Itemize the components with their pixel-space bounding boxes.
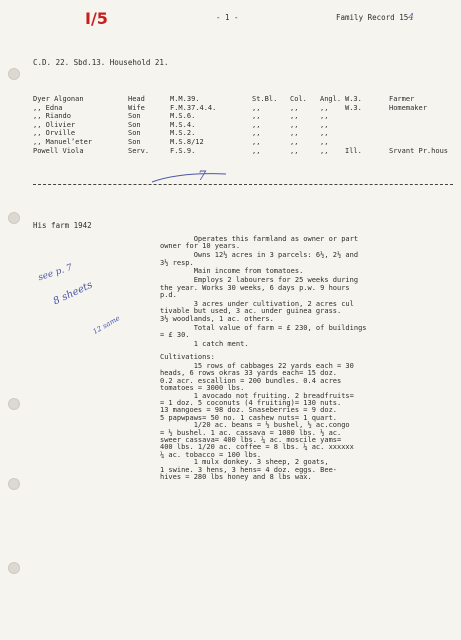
cell-rel: Head (128, 95, 145, 103)
family-record-label: Family Record 154 (336, 13, 414, 23)
cell-st: ,, (252, 138, 261, 146)
cell-name: ,, Orville (33, 129, 76, 138)
cell-rel: Son (128, 129, 141, 138)
cell-sex: F.S.9. (170, 146, 196, 155)
margin-note: 12 same (91, 314, 122, 336)
cell-name: Dyer Algonan (33, 95, 84, 103)
farm-paragraph: Main income from tomatoes. (160, 267, 304, 276)
farm-paragraph: 3 acres under cultivation, 2 acres cul tivable but used, 3 ac. under guinea grass. 3½ woodlands, 1 ac. others. (160, 299, 354, 323)
cell-rel: Wife (128, 103, 145, 112)
cell-rel: Son (128, 120, 141, 129)
household-row (33, 104, 453, 112)
cell-angl: ,, (320, 138, 329, 146)
cell-col: Col. (290, 95, 307, 103)
cell-occ: Farmer (389, 95, 415, 103)
punch-hole (8, 398, 20, 410)
farm-heading: His farm 1942 (33, 221, 92, 230)
cell-angl: ,, (320, 120, 329, 129)
cell-name: ,, Riando (33, 112, 71, 121)
cell-rel: Son (128, 138, 141, 146)
cell-st: ,, (252, 103, 261, 112)
cell-st: ,, (252, 146, 261, 155)
farm-paragraph: Employs 2 labourers for 25 weeks during the year. Works 30 weeks, 6 days p.w. 9 hours p.d. (160, 276, 359, 299)
cell-sex: M.S.8/12 (170, 138, 204, 146)
household-row (33, 95, 453, 103)
cell-rel2: W.3. (345, 95, 362, 103)
cell-col: ,, (290, 129, 299, 138)
handwritten-file-mark: I/5 (85, 9, 108, 28)
cell-rel: Serv. (128, 146, 150, 155)
cell-name: ,, Edna (33, 103, 63, 112)
cell-angl: ,, (320, 129, 329, 138)
cell-col: ,, (290, 103, 299, 112)
divider (33, 184, 453, 185)
cell-occ: Srvant Pr.hous (389, 146, 449, 155)
cell-st: ,, (252, 120, 261, 129)
margin-note: 8 sheets (51, 279, 95, 308)
farm-paragraph: Total value of farm = £ 230, of buildings = £ 30. (160, 323, 367, 339)
cell-st: ,, (252, 112, 261, 121)
punch-hole (8, 478, 20, 490)
household-row (33, 121, 453, 129)
household-row (33, 138, 453, 146)
cell-rel: Son (128, 112, 141, 121)
farm-paragraph: Owns 12½ acres in 3 parcels: 6½, 2½ and 3½ resp. (160, 251, 359, 267)
cell-name: Powell Viola (33, 146, 84, 155)
handwritten-number: 7 (198, 169, 207, 184)
farm-paragraph: Operates this farmland as owner or part owner for 10 years. (160, 235, 359, 251)
cell-col: ,, (290, 146, 299, 155)
census-district-line: C.D. 22. Sbd.13. Household 21. (33, 58, 169, 67)
cell-rel2: Ill. (345, 146, 362, 155)
cell-occ: Homemaker (389, 103, 427, 112)
cell-name: ,, Manuel’eter (33, 138, 93, 146)
cell-angl: ,, (320, 112, 329, 121)
cell-col: ,, (290, 112, 299, 121)
household-row (33, 112, 453, 120)
punch-hole (8, 562, 20, 574)
household-row (33, 129, 453, 137)
cell-col: ,, (290, 120, 299, 129)
cell-sex: M.S.6. (170, 112, 196, 121)
cell-angl: ,, (320, 103, 329, 112)
cell-angl: Angl. (320, 95, 342, 103)
cell-sex: M.M.39. (170, 95, 200, 103)
punch-hole (8, 212, 20, 224)
cell-st: ,, (252, 129, 261, 138)
farm-paragraph: 1 catch ment. (160, 339, 249, 348)
cell-sex: F.M.37.4.4. (170, 103, 217, 112)
page-number: - 1 - (216, 13, 239, 22)
punch-hole (8, 68, 20, 80)
cell-angl: ,, (320, 146, 329, 155)
cell-sex: M.S.2. (170, 129, 196, 138)
cell-col: ,, (290, 138, 299, 146)
cell-name: ,, Olivier (33, 120, 76, 129)
cell-st: St.Bl. (252, 95, 278, 103)
cell-rel2: W.3. (345, 103, 362, 112)
cell-sex: M.S.4. (170, 120, 196, 129)
household-row (33, 147, 453, 155)
cultivations-heading: Cultivations: (160, 353, 215, 362)
cultivations-text: 15 rows of cabbages 22 yards each = 30 heads, 6 rows okras 33 yards each= 15 doz. 0.2 acr. escallion = 200 bundles. 0.4 acres tomatoes = 3000 lbs. 1 avocado not fruiting. 2 breadfruits= = 1 doz. 5 coconuts (4 fruiting)= 130 nuts. 13 mangoes = 98 doz. Snaseberries = 9 doz. 5 papwpaws= 50 no. 1 cashew nuts= 1 quart. 1/20 ac. beans = ½ bushel, ½ ac.congo = ½ bushel. 1 ac. cassava = 1000 lbs. ½ ac. sweer cassava= 400 lbs. ¼ ac. moscile yams= 400 lbs. 1/20 ac. coffee = 8 lbs. ¼ ac. xxxxxx ¼ ac. tobacco = 100 lbs. 1 mulx donkey. 3 sheep, 2 goats, 1 swine. 3 hens, 3 hens= 4 doz. eggs. Bee- hives = 280 lbs honey and 8 lbs wax. (160, 361, 354, 481)
margin-note: see p. 7 (37, 262, 74, 284)
handwritten-stroke (150, 168, 230, 188)
